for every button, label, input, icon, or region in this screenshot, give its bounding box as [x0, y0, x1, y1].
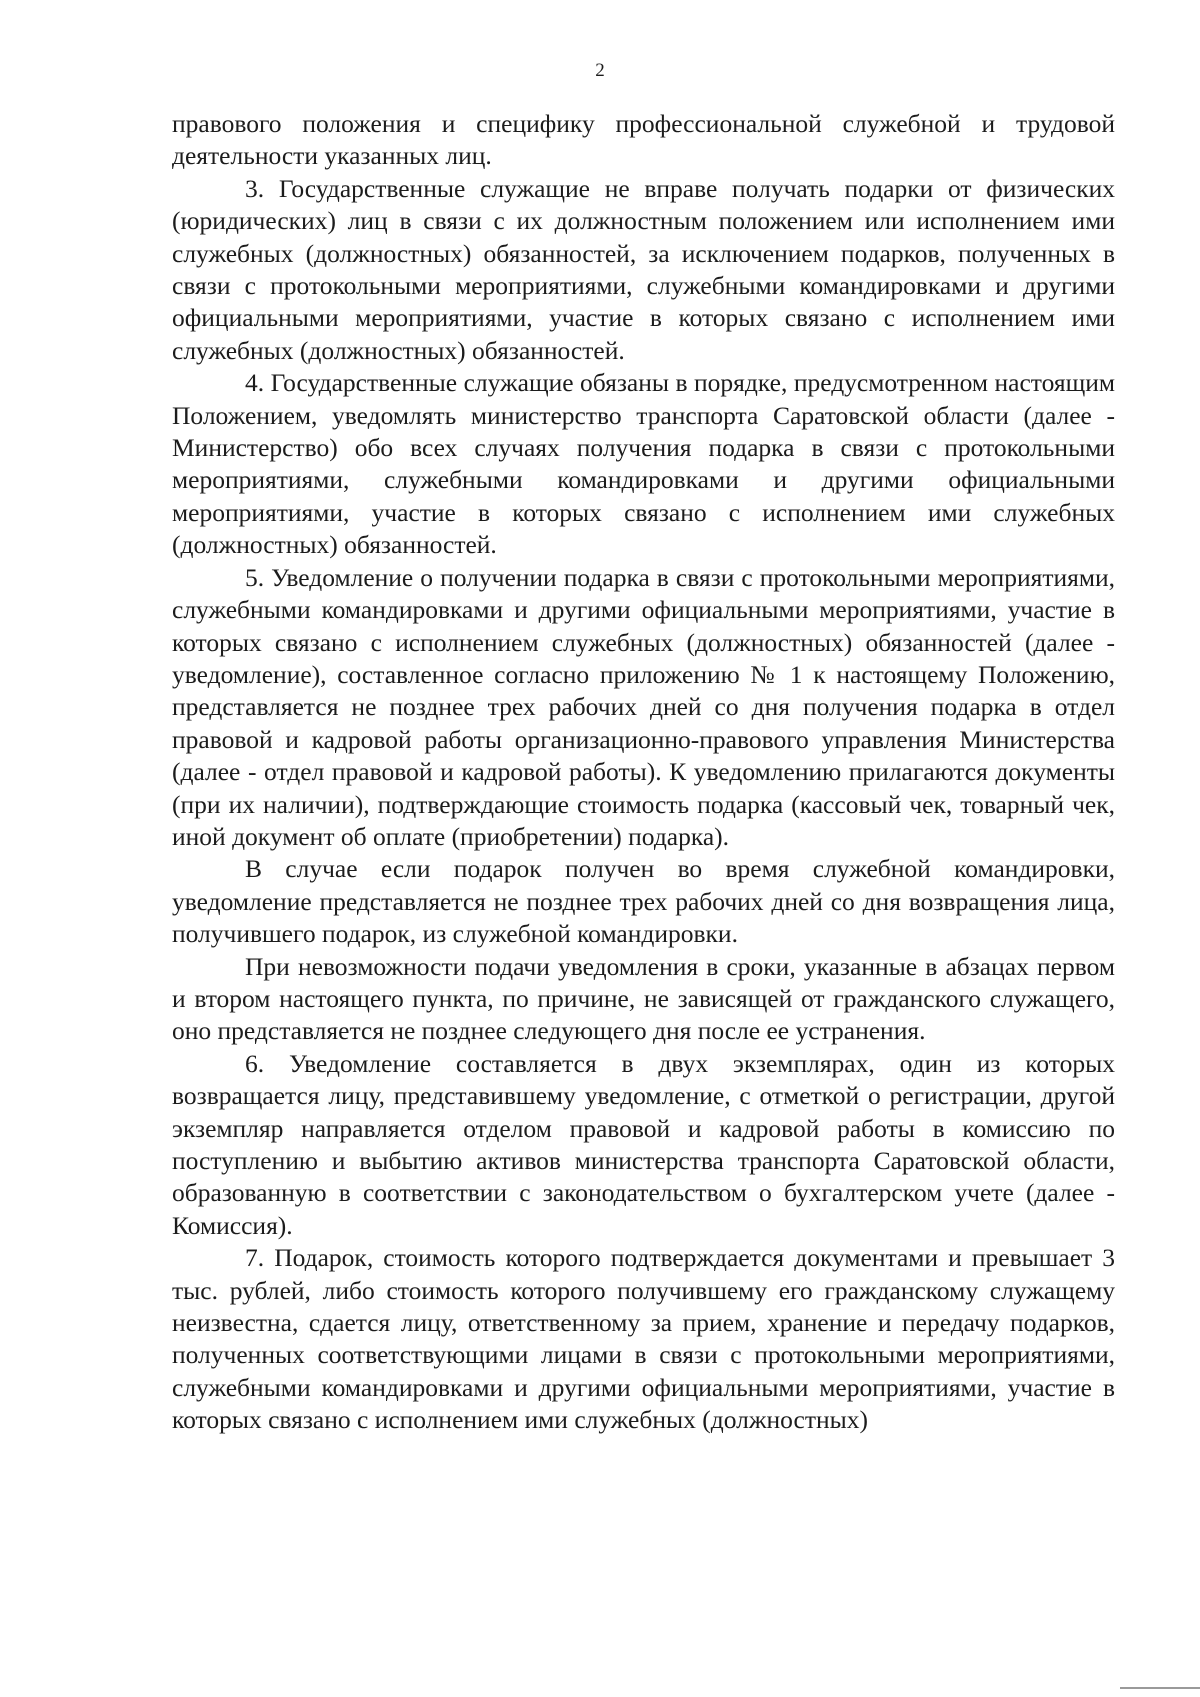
paragraph-item-3: 3. Государственные служащие не вправе получать подарки от физических (юридических) лиц в связи с их должностным положением или исполнением ими служебных (должностных) обязанностей, за исключением подарков, полученных в связи с протокольными мероприятиями, служебными командировками и другими официальными мероприятиями, участие в которых связано с исполнением ими служебных (должностных) обязанностей. — [172, 173, 1115, 365]
paragraph-item-6: 6. Уведомление составляется в двух экземплярах, один из которых возвращается лицу, представившему уведомление, с отметкой о регистрации, другой экземпляр направляется отделом правовой и кадровой работы в комиссию по поступлению и выбытию активов министерства транспорта Саратовской области, образованную в соответствии с законодательством о бухгалтерском учете (далее - Комиссия). — [172, 1048, 1115, 1240]
paragraph-item-5-part-2: В случае если подарок получен во время служебной командировки, уведомление представляется не позднее трех рабочих дней со дня возвращения лица, получившего подарок, из служебной командировки. — [172, 854, 1115, 949]
scan-edge-mark — [1120, 1687, 1200, 1689]
paragraph-item-4: 4. Государственные служащие обязаны в порядке, предусмотренном настоящим Положением, уведомлять министерство транспорта Саратовской области (далее - Министерство) обо всех случаях получения подарка в связи с протокольными мероприятиями, служебными командировками и другими официальными мероприятиями, участие в которых связано с исполнением ими служебных (должностных) обязанностей. — [172, 368, 1115, 560]
document-body — [172, 108, 1115, 1437]
paragraph-continuation: правового положения и специфику профессиональной служебной и трудовой деятельности указанных лиц. — [172, 109, 1115, 171]
paragraph-item-5: 5. Уведомление о получении подарка в связи с протокольными мероприятиями, служебными командировками и другими официальными мероприятиями, участие в которых связано с исполнением служебных (должностных) обязанностей (далее - уведомление), составленное согласно приложению № 1 к настоящему Положению, представляется не позднее трех рабочих дней со дня получения подарка в отдел правовой и кадровой работы организационно-правового управления Министерства (далее - отдел правовой и кадровой работы). К уведомлению прилагаются документы (при их наличии), подтверждающие стоимость подарка (кассовый чек, товарный чек, иной документ об оплате (приобретении) подарка). — [172, 562, 1115, 851]
paragraph-item-5-part-3: При невозможности подачи уведомления в сроки, указанные в абзацах первом и втором настоящего пункта, по причине, не зависящей от гражданского служащего, оно представляется не позднее следующего дня после ее устранения. — [172, 951, 1115, 1046]
paragraph-item-7: 7. Подарок, стоимость которого подтверждается документами и превышает 3 тыс. рублей, либо стоимость которого получившему его гражданскому служащему неизвестна, сдается лицу, ответственному за прием, хранение и передачу подарков, полученных соответствующими лицами в связи с протокольными мероприятиями, служебными командировками и другими официальными мероприятиями, участие в которых связано с исполнением ими служебных (должностных) — [172, 1243, 1115, 1435]
page-number: 2 — [595, 60, 605, 81]
